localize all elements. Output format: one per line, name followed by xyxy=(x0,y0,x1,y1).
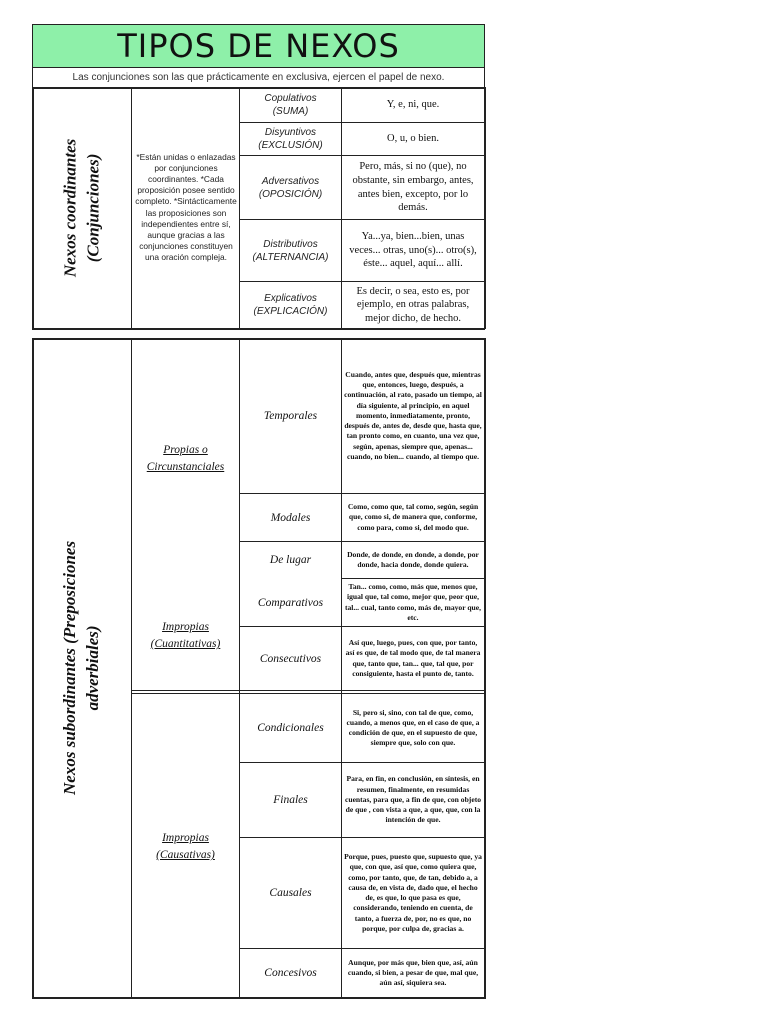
coord-examples-copulativos: Y, e, ni, que. xyxy=(386,99,440,111)
coord-type-adversativos: Adversativos (OPOSICIÓN) xyxy=(258,175,323,200)
coord-type-distributivos: Distributivos (ALTERNANCIA) xyxy=(252,238,329,263)
subordinantes-label-line1: Nexos subordinantes (Preposiciones xyxy=(60,540,80,796)
coord-type-disyuntivos: Disyuntivos (EXCLUSIÓN) xyxy=(258,127,323,151)
sub-examples-condicionales: Si, pero si, sino, con tal de que, como, cuando, a menos que, en el caso de que, a condición de que, en el supuesto de que, siempre que, solo con que. xyxy=(346,707,480,748)
subordinantes-label-line2: adverbiales) xyxy=(83,625,103,711)
coordinantes-label-line1: Nexos coordinantes xyxy=(60,138,80,278)
sub-type-finales: Finales xyxy=(273,794,308,806)
coord-examples-adversativos: Pero, más, si no (que), no obstante, sin embargo, antes, antes bien, excepto, por lo demás. xyxy=(352,161,474,214)
group-label-cuantitativas: Impropias (Cuantitativas) xyxy=(150,621,221,651)
sub-type-causales: Causales xyxy=(269,887,312,899)
coord-examples-disyuntivos: O, u, o bien. xyxy=(387,133,439,145)
sub-type-concesivos: Concesivos xyxy=(264,967,317,979)
group-label-causativas: Impropias (Causativas) xyxy=(156,832,215,862)
sub-examples-comparativos: Tan... como, como, más que, menos que, igual que, tal como, mejor que, peor que, tal... cual, tanto como, más de, mayor que, etc. xyxy=(344,582,482,622)
sub-examples-temporales: Cuando, antes que, después que, mientras que, entonces, luego, después, a continuación, al rato, pasado un tiempo, al día siguiente, al principio, en aquel momento, inmediatamente, pronto, después de, antes de, desde que, hasta que, tan pronto como, en cuanto, una vez que, según, apenas, siempre que, apenas... cuando, no bien... cuando, al tiempo que. xyxy=(344,369,482,461)
coordinantes-note: *Están unidas o enlazadas por conjunciones coordinantes. *Cada proposición posee sentido completo. *Sintácticamente las proposiciones son independientes entre sí, aunque gracias a las conjunciones constituyen una oración compleja. xyxy=(135,152,237,262)
sub-type-de-lugar: De lugar xyxy=(269,554,312,566)
sub-examples-finales: Para, en fin, en conclusión, en síntesis, en resumen, finalmente, en resumidas cuentas, para que, a fin de que, con objeto de que , con vista a que, a que, que, con la intención de que. xyxy=(344,774,482,825)
page-title: TIPOS DE NEXOS xyxy=(117,27,400,65)
coordinantes-label-line2: (Conjunciones) xyxy=(83,153,102,263)
sub-type-comparativos: Comparativos xyxy=(257,596,324,609)
sub-type-modales: Modales xyxy=(270,511,311,524)
coord-type-explicativos: Explicativos (EXPLICACIÓN) xyxy=(253,293,328,317)
coord-examples-explicativos: Es decir, o sea, esto es, por ejemplo, en otras palabras, mejor dicho, de hecho. xyxy=(356,285,470,324)
intro-text: Las conjunciones son las que prácticamente en exclusiva, ejercen el papel de nexo. xyxy=(32,68,485,87)
sub-type-condicionales: Condicionales xyxy=(257,722,324,734)
coord-examples-distributivos: Ya...ya, bien...bien, unas veces... otras, uno(s)... otro(s), éste... aquel, aquí... allí. xyxy=(349,231,477,270)
group-label-propias: Propias o Circunstanciales xyxy=(146,444,225,474)
sub-examples-modales: Como, como que, tal como, según, según que, como si, de manera que, conforme, como para, como si, del modo que. xyxy=(347,502,479,532)
sub-type-temporales: Temporales xyxy=(263,410,318,422)
coordinantes-label xyxy=(33,88,131,328)
coord-type-copulativos: Copulativos (SUMA) xyxy=(264,93,317,117)
sub-examples-consecutivos: Así que, luego, pues, con que, por tanto, así es que, de tal modo que, de tal manera que, tanto que, tan... que, tal que, por consiguiente, hasta el punto de, tanto. xyxy=(345,638,481,678)
subordinantes-label xyxy=(33,339,131,997)
sub-examples-causales: Porque, pues, puesto que, supuesto que, ya que, con que, así que, como quiera que, como, por tanto, que, de tan, debido a, a causa de, en vista de, dado que, el hecho de, es que, lo que pasa es que, considerando, teniendo en cuenta, de tanto, a fuerza de, por, no es que, no porque, por culpa de, gracias a. xyxy=(344,852,482,933)
sub-examples-concesivos: Aunque, por más que, bien que, así, aún cuando, si bien, a pesar de que, mal que, aún así, siquiera sea. xyxy=(347,957,479,988)
title-banner xyxy=(32,24,485,68)
sub-examples-de-lugar: Donde, de donde, en donde, a donde, por donde, hacia donde, donde quiera. xyxy=(347,549,479,569)
sub-type-consecutivos: Consecutivos xyxy=(259,652,322,665)
